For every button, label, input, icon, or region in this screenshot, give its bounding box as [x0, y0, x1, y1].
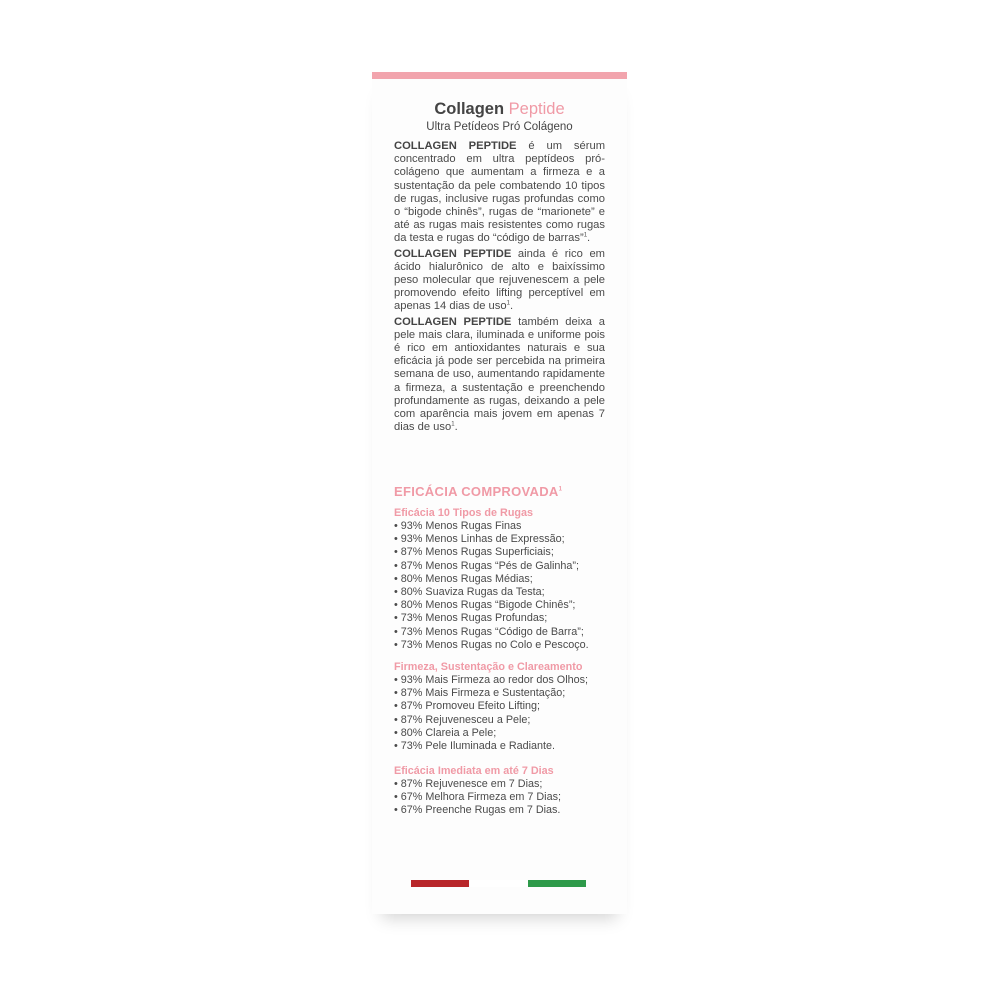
product-box-side-panel — [372, 72, 627, 914]
description-paragraph-3 — [394, 316, 605, 435]
efficacy-heading-text: EFICÁCIA COMPROVADA — [394, 484, 559, 499]
list-item: • 73% Menos Rugas Profundas; — [394, 612, 548, 625]
list-item: • 87% Promoveu Efeito Lifting; — [394, 700, 541, 713]
italian-flag-red-stripe — [411, 880, 469, 887]
section-firmness — [394, 661, 624, 753]
list-item: • 73% Pele Iluminada e Radiante. — [394, 740, 556, 753]
footnote-marker: 1 — [558, 486, 563, 493]
list-item: • 73% Menos Rugas no Colo e Pescoço. — [394, 638, 589, 651]
paragraph-text: é um sérum concentrado em ultra peptídeos pró-colágeno que aumentam a firmeza e a sustentação da pele combatendo 10 tipos de rugas, inclusive rugas profundas como o “bigode chinês”, rugas de “marionete” e até as rugas mais resistentes como rugas da testa e rugas do “código de barras” — [394, 140, 606, 245]
product-title-main: Collagen — [434, 100, 505, 118]
list-item: • 87% Mais Firmeza e Sustentação; — [394, 687, 566, 700]
brand-name-bold: COLLAGEN PEPTIDE — [394, 315, 512, 328]
section-immediate-efficacy — [394, 765, 624, 818]
list-item: • 87% Menos Rugas Superficiais; — [394, 546, 554, 559]
section-heading: Eficácia Imediata em até 7 Dias — [394, 765, 554, 777]
footnote-marker: 1 — [451, 421, 455, 428]
pink-top-stripe — [372, 72, 627, 79]
list-item: • 67% Melhora Firmeza em 7 Dias; — [394, 791, 561, 804]
list-item: • 73% Menos Rugas “Código de Barra”; — [394, 625, 584, 638]
product-title — [372, 100, 627, 119]
footnote-marker: 1 — [506, 300, 510, 307]
product-title-accent: Peptide — [508, 100, 565, 118]
list-item: • 80% Suaviza Rugas da Testa; — [394, 586, 545, 599]
paragraph-end: . — [454, 421, 458, 434]
list-item: • 93% Menos Linhas de Expressão; — [394, 533, 565, 546]
brand-name-bold: COLLAGEN PEPTIDE — [394, 247, 512, 260]
paragraph-text: também deixa a pele mais clara, iluminada e uniforme pois é rico em antioxidantes naturais e sua eficácia já pode ser percebida na primeira semana de uso, aumentando rapidamente a firmeza, a sustentação e preenchendo profundamente as rugas, deixando a pele com aparência mais jovem em apenas 7 dias de uso — [394, 315, 605, 434]
list-item: • 93% Menos Rugas Finas — [394, 520, 522, 532]
product-subtitle: Ultra Petídeos Pró Colágeno — [426, 121, 573, 133]
paragraph-end: . — [509, 300, 514, 313]
footnote-marker: 1 — [583, 232, 588, 239]
list-item: • 87% Menos Rugas “Pés de Galinha”; — [394, 559, 580, 572]
italian-flag-green-stripe — [528, 880, 586, 887]
list-item: • 80% Clareia a Pele; — [394, 726, 497, 739]
section-heading: Firmeza, Sustentação e Clareamento — [394, 661, 583, 673]
section-heading: Eficácia 10 Tipos de Rugas — [394, 507, 534, 519]
list-item: • 80% Menos Rugas “Bigode Chinês”; — [394, 599, 576, 612]
description-paragraph-1 — [394, 140, 605, 246]
italian-flag-white-stripe — [470, 880, 528, 887]
description-text — [394, 140, 605, 436]
paragraph-end: . — [587, 232, 591, 245]
list-item: • 87% Rejuvenesce em 7 Dias; — [394, 778, 543, 790]
efficacy-heading — [394, 484, 614, 499]
paragraph-text: ainda é rico em ácido hialurônico de alto e baixíssimo peso molecular que rejuvenescem a pele promovendo efeito lifting perceptível em apenas 14 dias de uso — [394, 247, 605, 313]
list-item: • 67% Preenche Rugas em 7 Dias. — [394, 804, 561, 817]
list-item: • 80% Menos Rugas Médias; — [394, 572, 533, 585]
list-item: • 93% Mais Firmeza ao redor dos Olhos; — [394, 674, 589, 686]
brand-name-bold: COLLAGEN PEPTIDE — [394, 140, 517, 152]
description-paragraph-2 — [394, 248, 605, 314]
list-item: • 87% Rejuvenesceu a Pele; — [394, 713, 531, 726]
section-wrinkle-types — [394, 507, 624, 652]
